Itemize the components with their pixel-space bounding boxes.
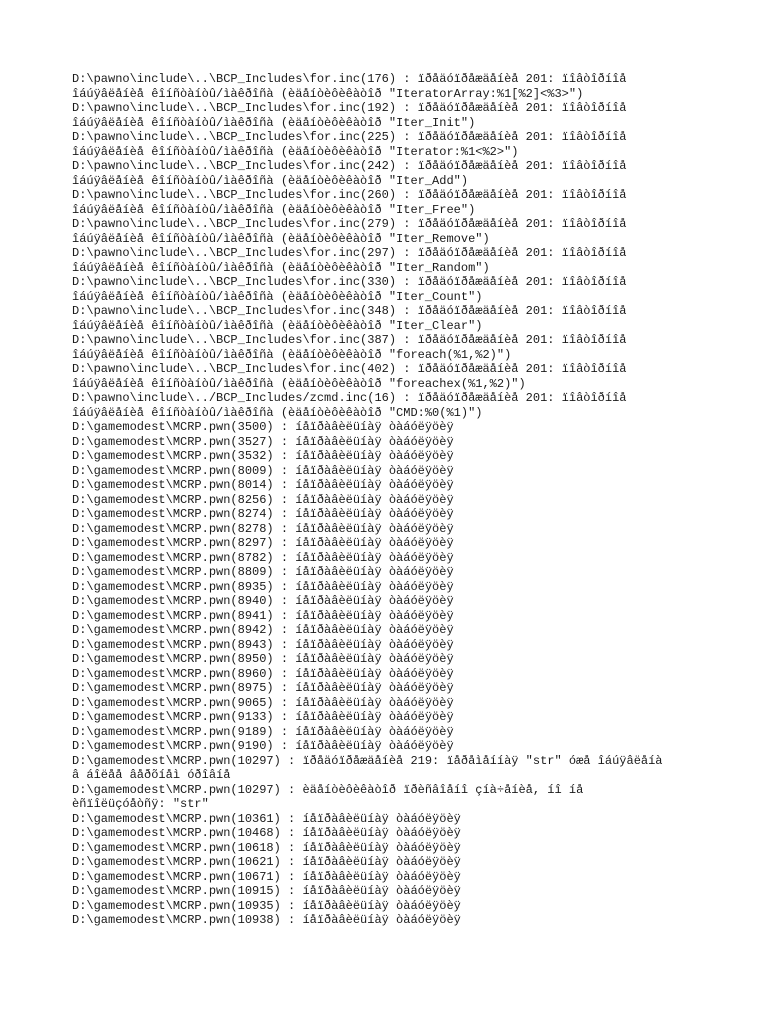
log-line: îáúÿâëåíèå êîíñòàíòû/ìàêðîñà (èäåíòèôèêàòîð "Iter_Clear"): [72, 318, 483, 333]
log-line: D:\gamemodest\MCRP.pwn(9065) : íåïðàâèëüíàÿ òàáóëÿöèÿ: [72, 695, 454, 710]
log-line: D:\pawno\include\..\BCP_Includes\for.inc(176) : ïðåäóïðåæäåíèå 201: ïîâòîðíîå: [72, 72, 627, 86]
log-line: D:\gamemodest\MCRP.pwn(8274) : íåïðàâèëüíàÿ òàáóëÿöèÿ: [72, 507, 454, 521]
log-line: D:\pawno\include\..\BCP_Includes\for.inc(260) : ïðåäóïðåæäåíèå 201: ïîâòîðíîå: [72, 188, 627, 202]
log-line: D:\gamemodest\MCRP.pwn(8975) : íåïðàâèëüíàÿ òàáóëÿöèÿ: [72, 681, 454, 695]
log-line: D:\pawno\include\..\BCP_Includes\for.inc(330) : ïðåäóïðåæäåíèå 201: ïîâòîðíîå: [72, 275, 627, 289]
log-line: îáúÿâëåíèå êîíñòàíòû/ìàêðîñà (èäåíòèôèêàòîð "IteratorArray:%1[%2]<%3>"): [72, 86, 584, 101]
log-line: D:\gamemodest\MCRP.pwn(8256) : íåïðàâèëüíàÿ òàáóëÿöèÿ: [72, 492, 454, 507]
log-line: D:\gamemodest\MCRP.pwn(8809) : íåïðàâèëüíàÿ òàáóëÿöèÿ: [72, 565, 454, 579]
log-line: D:\gamemodest\MCRP.pwn(10297) : èäåíòèôèêàòîð ïðèñâîåíî çíà÷åíèå, íî íå: [72, 782, 584, 797]
log-line: îáúÿâëåíèå êîíñòàíòû/ìàêðîñà (èäåíòèôèêàòîð "Iter_Remove"): [72, 231, 490, 246]
log-line: D:\gamemodest\MCRP.pwn(3500) : íåïðàâèëüíàÿ òàáóëÿöèÿ: [72, 420, 454, 434]
log-line: D:\gamemodest\MCRP.pwn(10361) : íåïðàâèëüíàÿ òàáóëÿöèÿ: [72, 811, 461, 826]
log-line: îáúÿâëåíèå êîíñòàíòû/ìàêðîñà (èäåíòèôèêàòîð "Iter_Init"): [72, 115, 476, 130]
log-line: D:\gamemodest\MCRP.pwn(8960) : íåïðàâèëüíàÿ òàáóëÿöèÿ: [72, 666, 454, 681]
log-line: D:\gamemodest\MCRP.pwn(8942) : íåïðàâèëüíàÿ òàáóëÿöèÿ: [72, 623, 454, 637]
log-line: D:\pawno\include\..\BCP_Includes\for.inc(297) : ïðåäóïðåæäåíèå 201: ïîâòîðíîå: [72, 246, 627, 260]
log-line: D:\gamemodest\MCRP.pwn(3532) : íåïðàâèëüíàÿ òàáóëÿöèÿ: [72, 449, 454, 463]
log-line: îáúÿâëåíèå êîíñòàíòû/ìàêðîñà (èäåíòèôèêàòîð "Iter_Add"): [72, 173, 469, 188]
log-line: D:\gamemodest\MCRP.pwn(9190) : íåïðàâèëüíàÿ òàáóëÿöèÿ: [72, 739, 454, 753]
log-line: D:\gamemodest\MCRP.pwn(10938) : íåïðàâèëüíàÿ òàáóëÿöèÿ: [72, 913, 461, 927]
log-line: D:\gamemodest\MCRP.pwn(10915) : íåïðàâèëüíàÿ òàáóëÿöèÿ: [72, 884, 461, 898]
log-line: D:\gamemodest\MCRP.pwn(8009) : íåïðàâèëüíàÿ òàáóëÿöèÿ: [72, 463, 454, 478]
log-line: D:\pawno\include\..\BCP_Includes\for.inc(279) : ïðåäóïðåæäåíèå 201: ïîâòîðíîå: [72, 217, 627, 231]
log-line: D:\gamemodest\MCRP.pwn(10621) : íåïðàâèëüíàÿ òàáóëÿöèÿ: [72, 855, 461, 869]
log-line: D:\gamemodest\MCRP.pwn(8278) : íåïðàâèëüíàÿ òàáóëÿöèÿ: [72, 521, 454, 536]
log-line: îáúÿâëåíèå êîíñòàíòû/ìàêðîñà (èäåíòèôèêàòîð "foreachex(%1,%2)"): [72, 376, 526, 391]
log-line: îáúÿâëåíèå êîíñòàíòû/ìàêðîñà (èäåíòèôèêàòîð "Iter_Random"): [72, 260, 490, 275]
log-line: îáúÿâëåíèå êîíñòàíòû/ìàêðîñà (èäåíòèôèêàòîð "CMD:%0(%1)"): [72, 405, 483, 420]
log-line: D:\pawno\include\..\BCP_Includes\for.inc(225) : ïðåäóïðåæäåíèå 201: ïîâòîðíîå: [72, 130, 627, 144]
log-line: D:\gamemodest\MCRP.pwn(8014) : íåïðàâèëüíàÿ òàáóëÿöèÿ: [72, 478, 454, 492]
log-line: îáúÿâëåíèå êîíñòàíòû/ìàêðîñà (èäåíòèôèêàòîð "foreach(%1,%2)"): [72, 347, 512, 362]
log-line: D:\gamemodest\MCRP.pwn(10468) : íåïðàâèëüíàÿ òàáóëÿöèÿ: [72, 826, 461, 840]
log-line: D:\gamemodest\MCRP.pwn(10935) : íåïðàâèëüíàÿ òàáóëÿöèÿ: [72, 898, 461, 913]
log-line: îáúÿâëåíèå êîíñòàíòû/ìàêðîñà (èäåíòèôèêàòîð "Iter_Free"): [72, 202, 476, 217]
log-line: D:\gamemodest\MCRP.pwn(10671) : íåïðàâèëüíàÿ òàáóëÿöèÿ: [72, 869, 461, 884]
log-line: D:\gamemodest\MCRP.pwn(8940) : íåïðàâèëüíàÿ òàáóëÿöèÿ: [72, 594, 454, 608]
log-line: D:\gamemodest\MCRP.pwn(8943) : íåïðàâèëüíàÿ òàáóëÿöèÿ: [72, 637, 454, 652]
log-line: D:\pawno\include\..\BCP_Includes\for.inc(192) : ïðåäóïðåæäåíèå 201: ïîâòîðíîå: [72, 101, 627, 115]
log-line: D:\gamemodest\MCRP.pwn(8941) : íåïðàâèëüíàÿ òàáóëÿöèÿ: [72, 608, 454, 623]
log-line: D:\pawno\include\..\BCP_Includes\for.inc(242) : ïðåäóïðåæäåíèå 201: ïîâòîðíîå: [72, 159, 627, 173]
log-line: D:\gamemodest\MCRP.pwn(8950) : íåïðàâèëüíàÿ òàáóëÿöèÿ: [72, 652, 454, 666]
log-line: D:\pawno\include\..\BCP_Includes\for.inc(348) : ïðåäóïðåæäåíèå 201: ïîâòîðíîå: [72, 304, 627, 318]
log-line: D:\gamemodest\MCRP.pwn(9133) : íåïðàâèëüíàÿ òàáóëÿöèÿ: [72, 710, 454, 724]
log-line: D:\gamemodest\MCRP.pwn(9189) : íåïðàâèëüíàÿ òàáóëÿöèÿ: [72, 724, 454, 739]
log-line: D:\gamemodest\MCRP.pwn(8297) : íåïðàâèëüíàÿ òàáóëÿöèÿ: [72, 536, 454, 550]
log-line: èñïîëüçóåòñÿ: "str": [72, 797, 209, 811]
log-line: D:\gamemodest\MCRP.pwn(3527) : íåïðàâèëüíàÿ òàáóëÿöèÿ: [72, 434, 454, 449]
compiler-output-log: [72, 72, 712, 928]
log-line: D:\gamemodest\MCRP.pwn(8782) : íåïðàâèëüíàÿ òàáóëÿöèÿ: [72, 550, 454, 565]
log-line: D:\gamemodest\MCRP.pwn(10618) : íåïðàâèëüíàÿ òàáóëÿöèÿ: [72, 840, 461, 855]
log-line: D:\gamemodest\MCRP.pwn(8935) : íåïðàâèëüíàÿ òàáóëÿöèÿ: [72, 579, 454, 594]
log-line: îáúÿâëåíèå êîíñòàíòû/ìàêðîñà (èäåíòèôèêàòîð "Iterator:%1<%2>"): [72, 144, 519, 159]
log-line: â áîëåå âåðõíåì óðîâíå: [72, 768, 231, 782]
log-line: îáúÿâëåíèå êîíñòàíòû/ìàêðîñà (èäåíòèôèêàòîð "Iter_Count"): [72, 289, 483, 304]
log-line: D:\pawno\include\..\BCP_Includes\for.inc(402) : ïðåäóïðåæäåíèå 201: ïîâòîðíîå: [72, 362, 627, 376]
log-line: D:\pawno\include\../BCP_Includes/zcmd.inc(16) : ïðåäóïðåæäåíèå 201: ïîâòîðíîå: [72, 391, 627, 405]
log-line: D:\gamemodest\MCRP.pwn(10297) : ïðåäóïðåæäåíèå 219: ïåðåìåííàÿ "str" óæå îáúÿâëåíà: [72, 753, 663, 768]
log-line: D:\pawno\include\..\BCP_Includes\for.inc(387) : ïðåäóïðåæäåíèå 201: ïîâòîðíîå: [72, 333, 627, 347]
